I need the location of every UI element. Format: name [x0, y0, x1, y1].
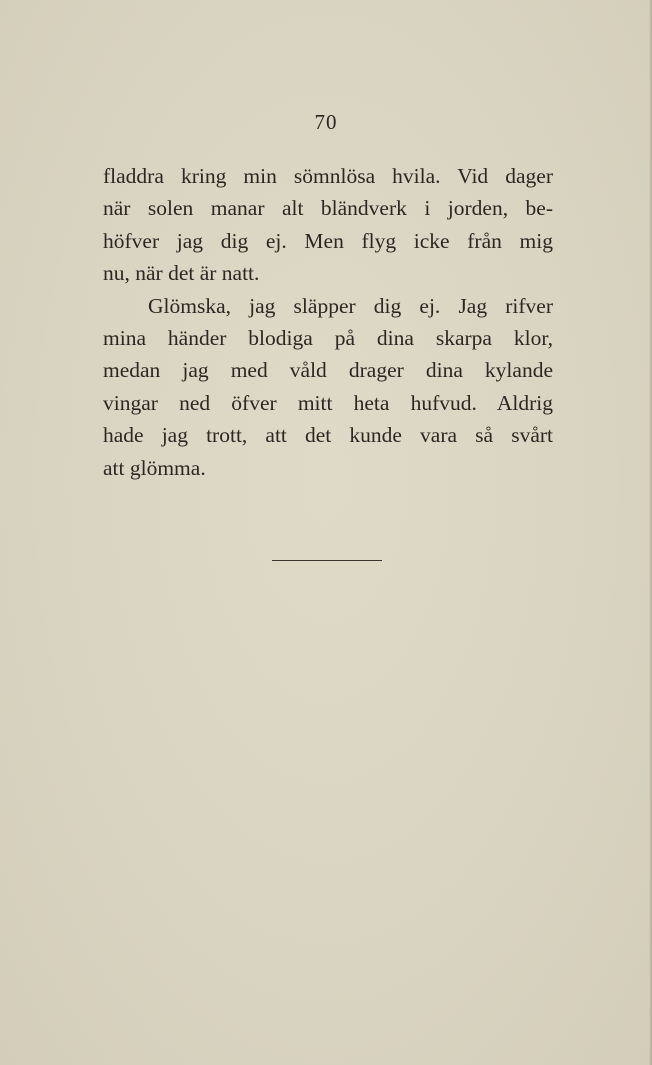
text-line: höfver jag dig ej. Men flyg icke från mig	[103, 228, 553, 253]
text-line: fladdra kring min sömnlösa hvila. Vid dager	[103, 164, 553, 188]
section-divider-rule	[272, 560, 382, 561]
text-line: att glömma.	[103, 455, 206, 480]
paragraph-start-line: Glömska, jag släpper dig ej. Jag rifver	[148, 293, 553, 318]
text-line: när solen manar alt bländverk i jorden, be-	[103, 196, 553, 221]
text-line: medan jag med våld drager dina kylande	[103, 358, 553, 383]
text-line: hade jag trott, att det kunde vara så svårt	[103, 423, 553, 448]
body-text	[103, 160, 553, 484]
text-line: vingar ned öfver mitt heta hufvud. Aldrig	[103, 390, 553, 415]
page-number: 70	[314, 110, 338, 134]
text-line: mina händer blodiga på dina skarpa klor,	[103, 325, 553, 350]
text-line: nu, när det är natt.	[103, 261, 260, 286]
